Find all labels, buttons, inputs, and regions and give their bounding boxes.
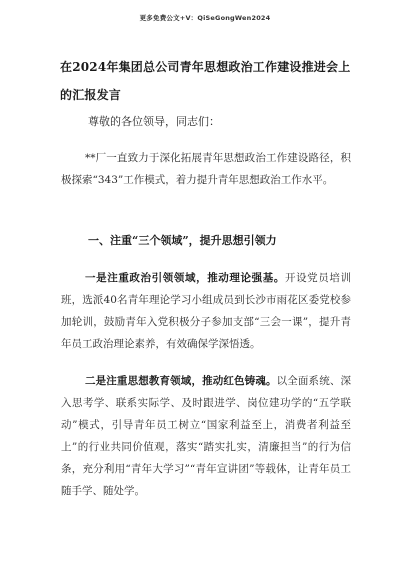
paragraph-ideological-education bbox=[61, 370, 351, 502]
paragraph-body: 以全面系统、深入思考学、联系实际学、及时跟进学、岗位建功学的“五学联动”模式，引导青年员工树立“国家利益至上，消费者利益至上”的行业共同价值观，落实“踏实扎实，清廉担当”的行为信条，充分利用“青年大学习”“青年宣讲团”等载体，让青年员工随手学、随处学。 bbox=[61, 375, 351, 497]
section-heading-1: 一、注重“三个领域”，提升思想引领力 bbox=[88, 234, 277, 247]
header-note: 更多免费公文+V：QiSeGongWen2024 bbox=[139, 14, 271, 22]
intro-paragraph: **厂一直致力于深化拓展青年思想政治工作建设路径，积极探索“343”工作模式，着力提升青年思想政治工作水平。 bbox=[61, 152, 351, 186]
document-title: 在2024年集团总公司青年思想政治工作建设推进会上的汇报发言 bbox=[60, 60, 351, 102]
salutation: 尊敬的各位领导，同志们： bbox=[88, 115, 220, 128]
paragraph-body: 开设党员培训班，选派40名青年理论学习小组成员到长沙市雨花区委党校参加轮训，鼓励青年入党积极分子参加支部“三会一课”，提升青年员工政治理论素养，有效确保学深悟透。 bbox=[61, 272, 352, 350]
paragraph-political-guidance bbox=[61, 267, 351, 355]
paragraph-lead: 二是注重思想教育领域，推动红色铸魂。 bbox=[85, 375, 277, 387]
paragraph-lead: 一是注重政治引领领域，推动理论强基。 bbox=[85, 272, 285, 284]
